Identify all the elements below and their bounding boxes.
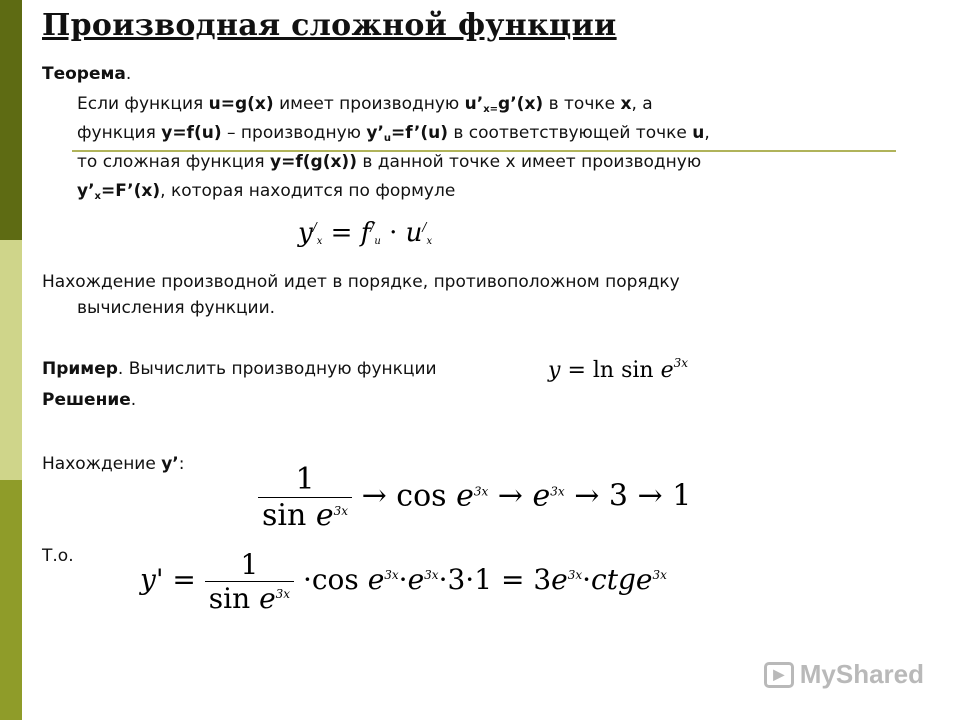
theorem-line-4: $y’_x=F’(x)$, которая находится по формуле [77, 181, 456, 202]
so-label: Т.о. [42, 546, 74, 566]
my-icon: ▶ [764, 662, 794, 688]
chain-rule-formula: $y^/_x = f^/_u \cdot u^/_x$ [298, 218, 433, 248]
solution-line: Решение. [42, 390, 137, 410]
theorem-line-1: Если функция u=g(x) имеет производную $u’_{x=}g’(x)$ в точке x, а [77, 94, 653, 115]
example-label: Пример [42, 359, 118, 379]
example-line: Пример. Вычислить производную функции [42, 359, 437, 379]
result-fraction: $\frac{1}{\sin e^{3x}}$ [205, 548, 294, 615]
theorem-label: Теорема [42, 64, 126, 84]
watermark-text: MyShared [799, 659, 924, 689]
theorem-heading: Теорема. [42, 64, 132, 84]
theorem-line-3: то сложная функция y=f(g(x)) в данной точке x имеет производную [77, 152, 702, 172]
result-formula: y' = $\frac{1}{\sin e^{3x}}$ ·cos $e^{3x}\cdot e^{3x}\cdot 3\cdot 1$ = $3e^{3x}\cdot ctge^{3x}$ [140, 548, 667, 615]
slide-sidebar [0, 0, 22, 720]
solution-label: Решение [42, 390, 131, 410]
sidebar-band-bottom [0, 480, 22, 720]
order-text-line-1: Нахождение производной идет в порядке, противоположном порядку [42, 272, 680, 292]
sidebar-band-top [0, 0, 22, 240]
watermark-logo [764, 659, 924, 690]
order-text-line-2: вычисления функции. [77, 298, 276, 318]
sidebar-band-middle [0, 240, 22, 480]
theorem-line-2: функция y=f(u) – производную $y’_u=f’(u)$ в соответствующей точке u, [77, 123, 710, 144]
chain-fraction: $\frac{1}{\sin e^{3x}}$ [258, 462, 352, 533]
slide-title: Производная сложной функции [42, 8, 617, 43]
chain-sequence-formula: $\frac{1}{\sin e^{3x}}$ → $\cos e^{3x} \to e^{3x} \to 3 \to 1$ [258, 462, 691, 533]
example-formula: $y = \ln \sin e^{3x}$ [548, 356, 689, 383]
finding-line: Нахождение y’: [42, 454, 185, 474]
